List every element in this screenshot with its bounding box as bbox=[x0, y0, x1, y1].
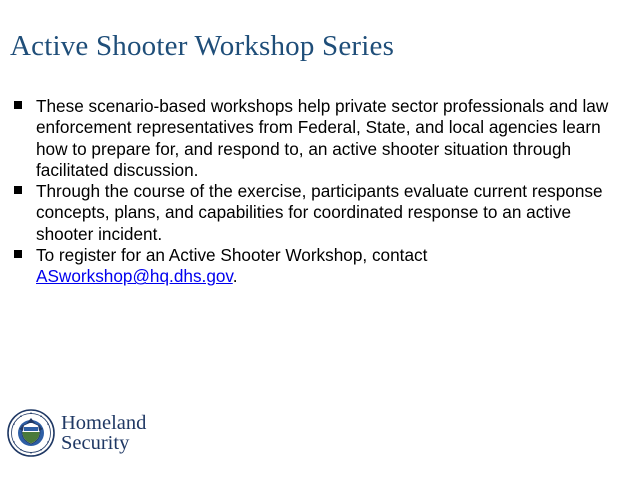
slide-title: Active Shooter Workshop Series bbox=[10, 30, 395, 62]
bullet-text: These scenario-based workshops help private sector professionals and law enforcement representatives from Federal, State, and local agencies learn how to prepare for, and respond to, an active shooter situation through facilitated discussion. bbox=[36, 96, 609, 180]
bullet-item-2 bbox=[11, 181, 629, 245]
square-bullet-icon bbox=[14, 101, 22, 109]
logo-line-security: Security bbox=[61, 432, 130, 454]
bullet-item-3 bbox=[11, 245, 629, 288]
dhs-logo bbox=[7, 409, 146, 457]
square-bullet-icon bbox=[14, 186, 22, 194]
logo-wordmark bbox=[61, 413, 146, 453]
register-text: To register for an Active Shooter Workshop, contact bbox=[36, 245, 428, 266]
bullet-list bbox=[11, 96, 629, 288]
bullet-item-1 bbox=[11, 96, 629, 181]
logo-line-homeland: Homeland bbox=[61, 412, 147, 434]
bullet-text: Through the course of the exercise, participants evaluate current response concepts, plans, and capabilities for coordinated response to an active shooter incident. bbox=[36, 181, 603, 244]
email-link[interactable]: ASworkshop@hq.dhs.gov bbox=[36, 266, 233, 287]
square-bullet-icon bbox=[14, 250, 22, 258]
register-suffix: . bbox=[232, 266, 238, 287]
dhs-seal-icon bbox=[7, 409, 55, 457]
